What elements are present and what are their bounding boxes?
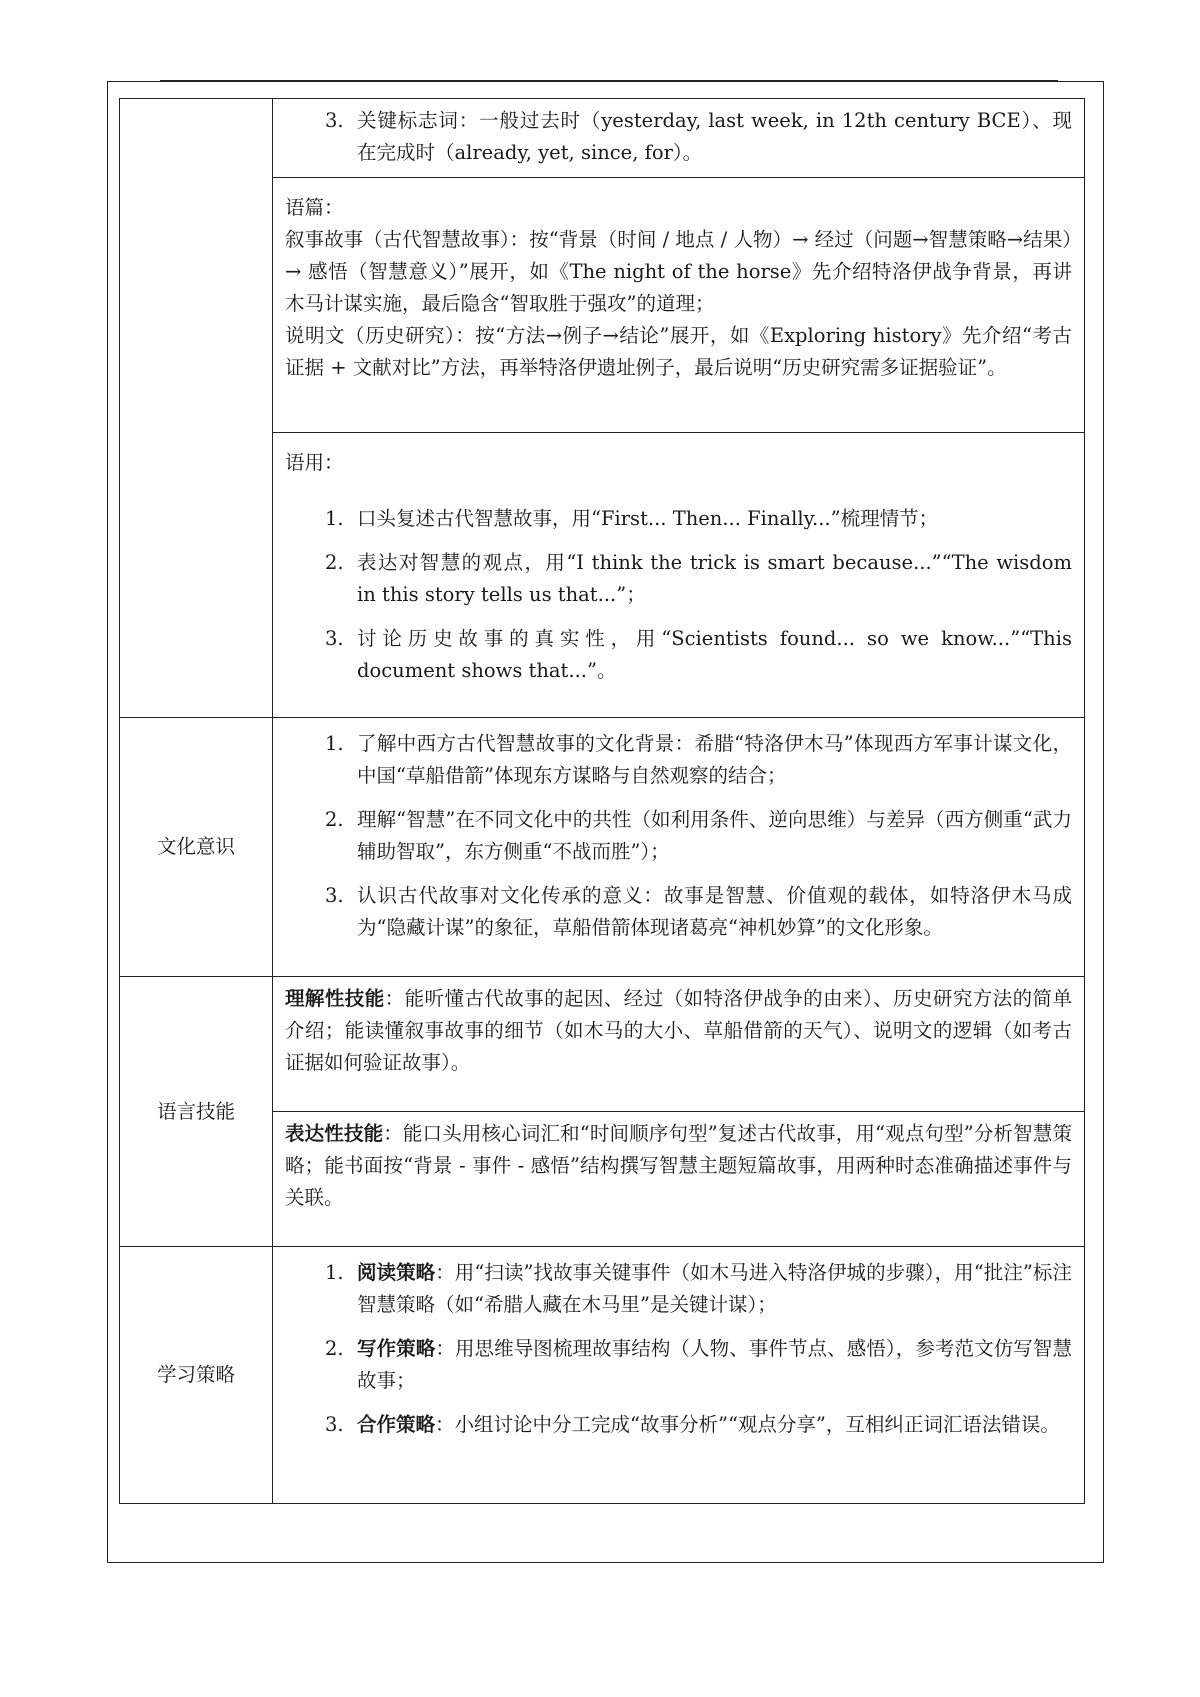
- strategy-title: 写作策略: [357, 1337, 436, 1360]
- grammar-row: [120, 99, 1085, 178]
- list-number: 2.: [325, 551, 344, 574]
- expression-text: [285, 1118, 1072, 1214]
- list-text: 表达对智慧的观点，用“I think the trick is smart because...”“The wisdom in this story tells us that...”；: [357, 551, 1072, 606]
- comprehension-row: [120, 977, 1085, 1112]
- expression-title: 表达性技能: [285, 1122, 384, 1145]
- list-item: [285, 1333, 1072, 1397]
- list-number: 3.: [325, 1413, 344, 1436]
- list-text: 口头复述古代智慧故事，用“First... Then... Finally...”梳理情节；: [357, 507, 939, 530]
- list-number: 1.: [325, 507, 344, 530]
- list-item: [285, 623, 1072, 687]
- list-number: 1.: [325, 1261, 344, 1284]
- comprehension-title: 理解性技能: [285, 987, 385, 1010]
- culture-cell: [273, 718, 1085, 977]
- list-number: 3.: [325, 627, 344, 650]
- list-item: [285, 547, 1072, 611]
- culture-label: 文化意识: [120, 718, 273, 977]
- pragmatics-cell: [273, 433, 1085, 718]
- strategy-title: 合作策略: [357, 1413, 436, 1436]
- list-number: 2.: [325, 1337, 344, 1360]
- comprehension-cell: [273, 977, 1085, 1112]
- list-text: ：用“扫读”找故事关键事件（如木马进入特洛伊城的步骤），用“批注”标注智慧策略（如“希腊人藏在木马里”是关键计谋）；: [357, 1261, 1072, 1316]
- strategies-cell: [273, 1247, 1085, 1504]
- list-number: 1.: [325, 732, 344, 755]
- pragmatics-heading: 语用：: [285, 451, 344, 474]
- list-text: 认识古代故事对文化传承的意义：故事是智慧、价值观的载体，如特洛伊木马成为“隐藏计谋”的象征，草船借箭体现诸葛亮“神机妙算”的文化形象。: [357, 884, 1072, 939]
- empty-label-cell: [120, 99, 273, 718]
- list-text: 了解中西方古代智慧故事的文化背景：希腊“特洛伊木马”体现西方军事计谋文化，中国“草船借箭”体现东方谋略与自然观察的结合；: [357, 732, 1072, 787]
- strategy-title: 阅读策略: [357, 1261, 436, 1284]
- learning-strategies-label: 学习策略: [120, 1247, 273, 1504]
- grammar-cell: [273, 99, 1085, 178]
- list-number: 3.: [325, 884, 344, 907]
- discourse-cell: [273, 178, 1085, 433]
- list-text: 理解“智慧”在不同文化中的共性（如利用条件、逆向思维）与差异（西方侧重“武力辅助智取”，东方侧重“不战而胜”）；: [357, 808, 1072, 863]
- list-item: [285, 880, 1072, 944]
- list-item: [285, 804, 1072, 868]
- discourse-narrative: 叙事故事（古代智慧故事）：按“背景（时间 / 地点 / 人物）→ 经过（问题→智慧策略→结果）→ 感悟（智慧意义）”展开，如《The night of the horse》先介绍特洛伊战争背景，再讲木马计谋实施，最后隐含“智取胜于强攻”的道理；: [285, 228, 1072, 315]
- list-text: 关键标志词：一般过去时（yesterday, last week, in 12th century BCE）、现在完成时（already, yet, since, for）。: [357, 109, 1072, 164]
- list-item: [285, 503, 1072, 535]
- list-item: [285, 1257, 1072, 1321]
- expression-body: ：能口头用核心词汇和“时间顺序句型”复述古代故事，用“观点句型”分析智慧策略；能书面按“背景 - 事件 - 感悟”结构撰写智慧主题短篇故事，用两种时态准确描述事件与关联。: [285, 1122, 1072, 1209]
- list-text: ：小组讨论中分工完成“故事分析”“观点分享”，互相纠正词汇语法错误。: [435, 1413, 1060, 1436]
- list-item: [285, 728, 1072, 792]
- comprehension-text: [285, 983, 1072, 1079]
- discourse-expository: 说明文（历史研究）：按“方法→例子→结论”展开，如《Exploring history》先介绍“考古证据 + 文献对比”方法，再举特洛伊遗址例子，最后说明“历史研究需多证据验证”。: [285, 324, 1072, 379]
- expression-cell: [273, 1112, 1085, 1247]
- objectives-table: [119, 98, 1085, 1504]
- list-number: 2.: [325, 808, 344, 831]
- language-skills-label: 语言技能: [120, 977, 273, 1247]
- list-number: 3.: [325, 109, 344, 132]
- culture-row: [120, 718, 1085, 977]
- list-text: 讨论历史故事的真实性，用“Scientists found... so we know...”“This document shows that...”。: [357, 627, 1072, 682]
- list-item: [285, 105, 1072, 169]
- discourse-heading: 语篇：: [285, 196, 344, 219]
- comprehension-body: ：能听懂古代故事的起因、经过（如特洛伊战争的由来）、历史研究方法的简单介绍；能读懂叙事故事的细节（如木马的大小、草船借箭的天气）、说明文的逻辑（如考古证据如何验证故事）。: [285, 987, 1072, 1074]
- list-text: ：用思维导图梳理故事结构（人物、事件节点、感悟），参考范文仿写智慧故事；: [357, 1337, 1072, 1392]
- list-item: [285, 1409, 1072, 1441]
- strategies-row: [120, 1247, 1085, 1504]
